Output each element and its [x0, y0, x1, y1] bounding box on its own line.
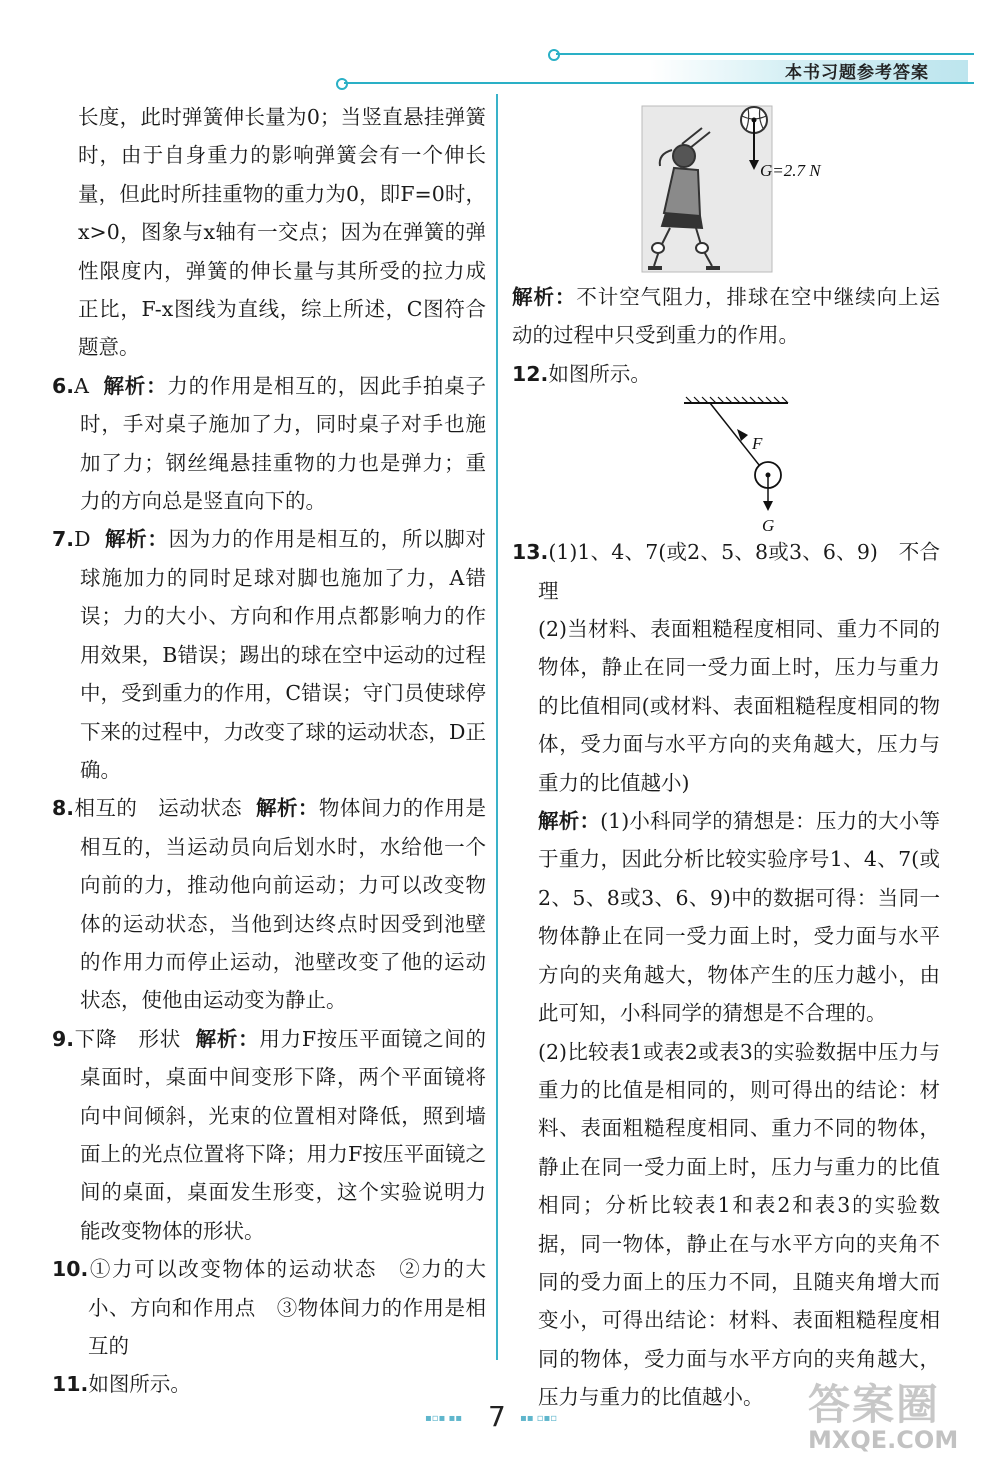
answer: 如图所示。 [88, 1372, 191, 1397]
analysis-text: (1)小科同学的猜想是：压力的大小等于重力，因此分析比较实验序号1、4、7(或2、5、8或3、6、9)中的数据可得：当同一物体静止在同一受力面上时，受力面与水平方向的夹角越大，物体产生的压力越小，由此可知，小科同学的猜想是不合理的。 [538, 809, 941, 1026]
question-12 [512, 355, 940, 393]
analysis-label: 解析： [538, 809, 601, 834]
question-13-answer-1 [512, 533, 940, 610]
page-number: 7 [488, 1400, 506, 1433]
analysis-label: 解析： [195, 1026, 260, 1051]
right-column [512, 98, 940, 1417]
gravity-label: G=2.7 N [760, 161, 821, 180]
tension-label: F [752, 434, 763, 454]
left-column [52, 98, 486, 1404]
gravity-label: G [762, 516, 775, 534]
watermark [808, 1372, 958, 1454]
question-10 [52, 1250, 486, 1365]
question-9 [52, 1020, 486, 1250]
question-8 [52, 789, 486, 1019]
answer: 如图所示。 [548, 361, 651, 386]
footer-ornament-right: ▪▪ ▫▪▫ [520, 1413, 558, 1424]
analysis-text: 力的作用是相互的，因此手拍桌子时，手对桌子施加了力，同时桌子对手也施加了力；钢丝绳悬挂重物的力也是弹力；重力的方向总是竖直向下的。 [80, 373, 486, 514]
watermark-cn: 答案圈 [808, 1380, 941, 1429]
header-line-top [556, 53, 974, 55]
question-number: 13. [512, 540, 549, 565]
figure-pendulum [512, 393, 940, 533]
header-dot-top [548, 49, 560, 61]
question-number: 12. [512, 361, 549, 386]
footer-ornament-left: ▪▫▪ ▪▪ [425, 1413, 463, 1424]
answer: 下降 形状 [74, 1026, 182, 1051]
analysis-label: 解析： [512, 285, 577, 309]
question-6 [52, 367, 486, 521]
answer: A [74, 373, 89, 398]
analysis-text: 物体间力的作用是相互的，当运动员向后划水时，水给他一个向前的力，推动他向前运动；力可以改变物体的运动状态，当他到达终点时因受到池壁的作用力而停止运动，池壁改变了他的运动状态，使他由运动变为静止。 [80, 796, 487, 1013]
ball-center [766, 473, 771, 478]
header-title: 本书习题参考答案 [785, 63, 929, 83]
volleyball-player-illustration [512, 98, 940, 278]
question-13-answer-2: (2)当材料、表面粗糙程度相同、重力不同的物体，静止在同一受力面上时，压力与重力的比值相同(或材料、表面粗糙程度相同的物体，受力面与水平方向的夹角越大，压力与重力的比值越小) [538, 617, 940, 795]
pendulum-force-diagram [512, 393, 940, 533]
question-number: 8. [52, 796, 75, 821]
figure-volleyball [512, 98, 940, 278]
question-number: 10. [52, 1257, 89, 1282]
analysis-label: 解析： [104, 527, 169, 552]
analysis-text: 因为力的作用是相互的，所以脚对球施加力的同时足球对脚也施加了力，A错误；力的大小、方向和作用点都影响力的作用效果，B错误；踢出的球在空中运动的过程中，受到重力的作用，C错误；守门员使球停下来的过程中，力改变了球的运动状态，D正确。 [80, 527, 486, 782]
analysis-label: 解析： [103, 373, 168, 398]
question-number: 6. [52, 373, 75, 398]
question-11 [52, 1365, 486, 1403]
header-dot-bottom [336, 78, 348, 90]
question-number: 9. [52, 1026, 75, 1051]
question-number: 11. [52, 1372, 89, 1397]
answer: D [74, 527, 91, 552]
column-divider [496, 94, 498, 1360]
question-13-analysis-1 [512, 802, 940, 1032]
answer: (1)1、4、7(或2、5、8或3、6、9) 不合理 [538, 540, 940, 603]
question-number: 7. [52, 527, 75, 552]
continuation-paragraph: 长度，此时弹簧伸长量为0；当竖直悬挂弹簧时，由于自身重力的影响弹簧会有一个伸长量，但此时所挂重物的重力为0，即F=0时，x>0，图象与x轴有一交点；因为在弹簧的弹性限度内，弹簧的伸长量与其所受的拉力成正比，F-x图线为直线，综上所述，C图符合题意。 [78, 105, 486, 360]
watermark-en: MXQE.COM [808, 1426, 959, 1454]
answer: 相互的 运动状态 [74, 796, 243, 821]
analysis-text: 不计空气阻力，排球在空中继续向上运动的过程中只受到重力的作用。 [512, 285, 941, 348]
page-header [0, 44, 1000, 94]
analysis-11 [512, 278, 940, 355]
analysis-text: 用力F按压平面镜之间的桌面时，桌面中间变形下降，两个平面镜将向中间倾斜，光束的位置相对降低，照到墙面上的光点位置将下降；用力F按压平面镜之间的桌面，桌面发生形变，这个实验说明力能改变物体的形状。 [80, 1026, 487, 1243]
gravity-arrowhead [763, 501, 773, 511]
answer: ①力可以改变物体的运动状态 ②力的大小、方向和作用点 ③物体间力的作用是相互的 [88, 1257, 486, 1358]
question-7 [52, 520, 486, 789]
question-13-analysis-2: (2)比较表1或表2或表3的实验数据中压力与重力的比值是相同的，则可得出的结论：材料、表面粗糙程度相同、重力不同的物体，静止在同一受力面上时，压力与重力的比值相同；分析比较表1和表2和表3的实验数据，同一物体，静止在与水平方向的夹角不同的受力面上的压力不同，且随夹角增大而变小，可得出结论：材料、表面粗糙程度相同的物体，受力面与水平方向的夹角越大，压力与重力的比值越小。 [538, 1039, 940, 1410]
analysis-label: 解析： [256, 796, 319, 821]
